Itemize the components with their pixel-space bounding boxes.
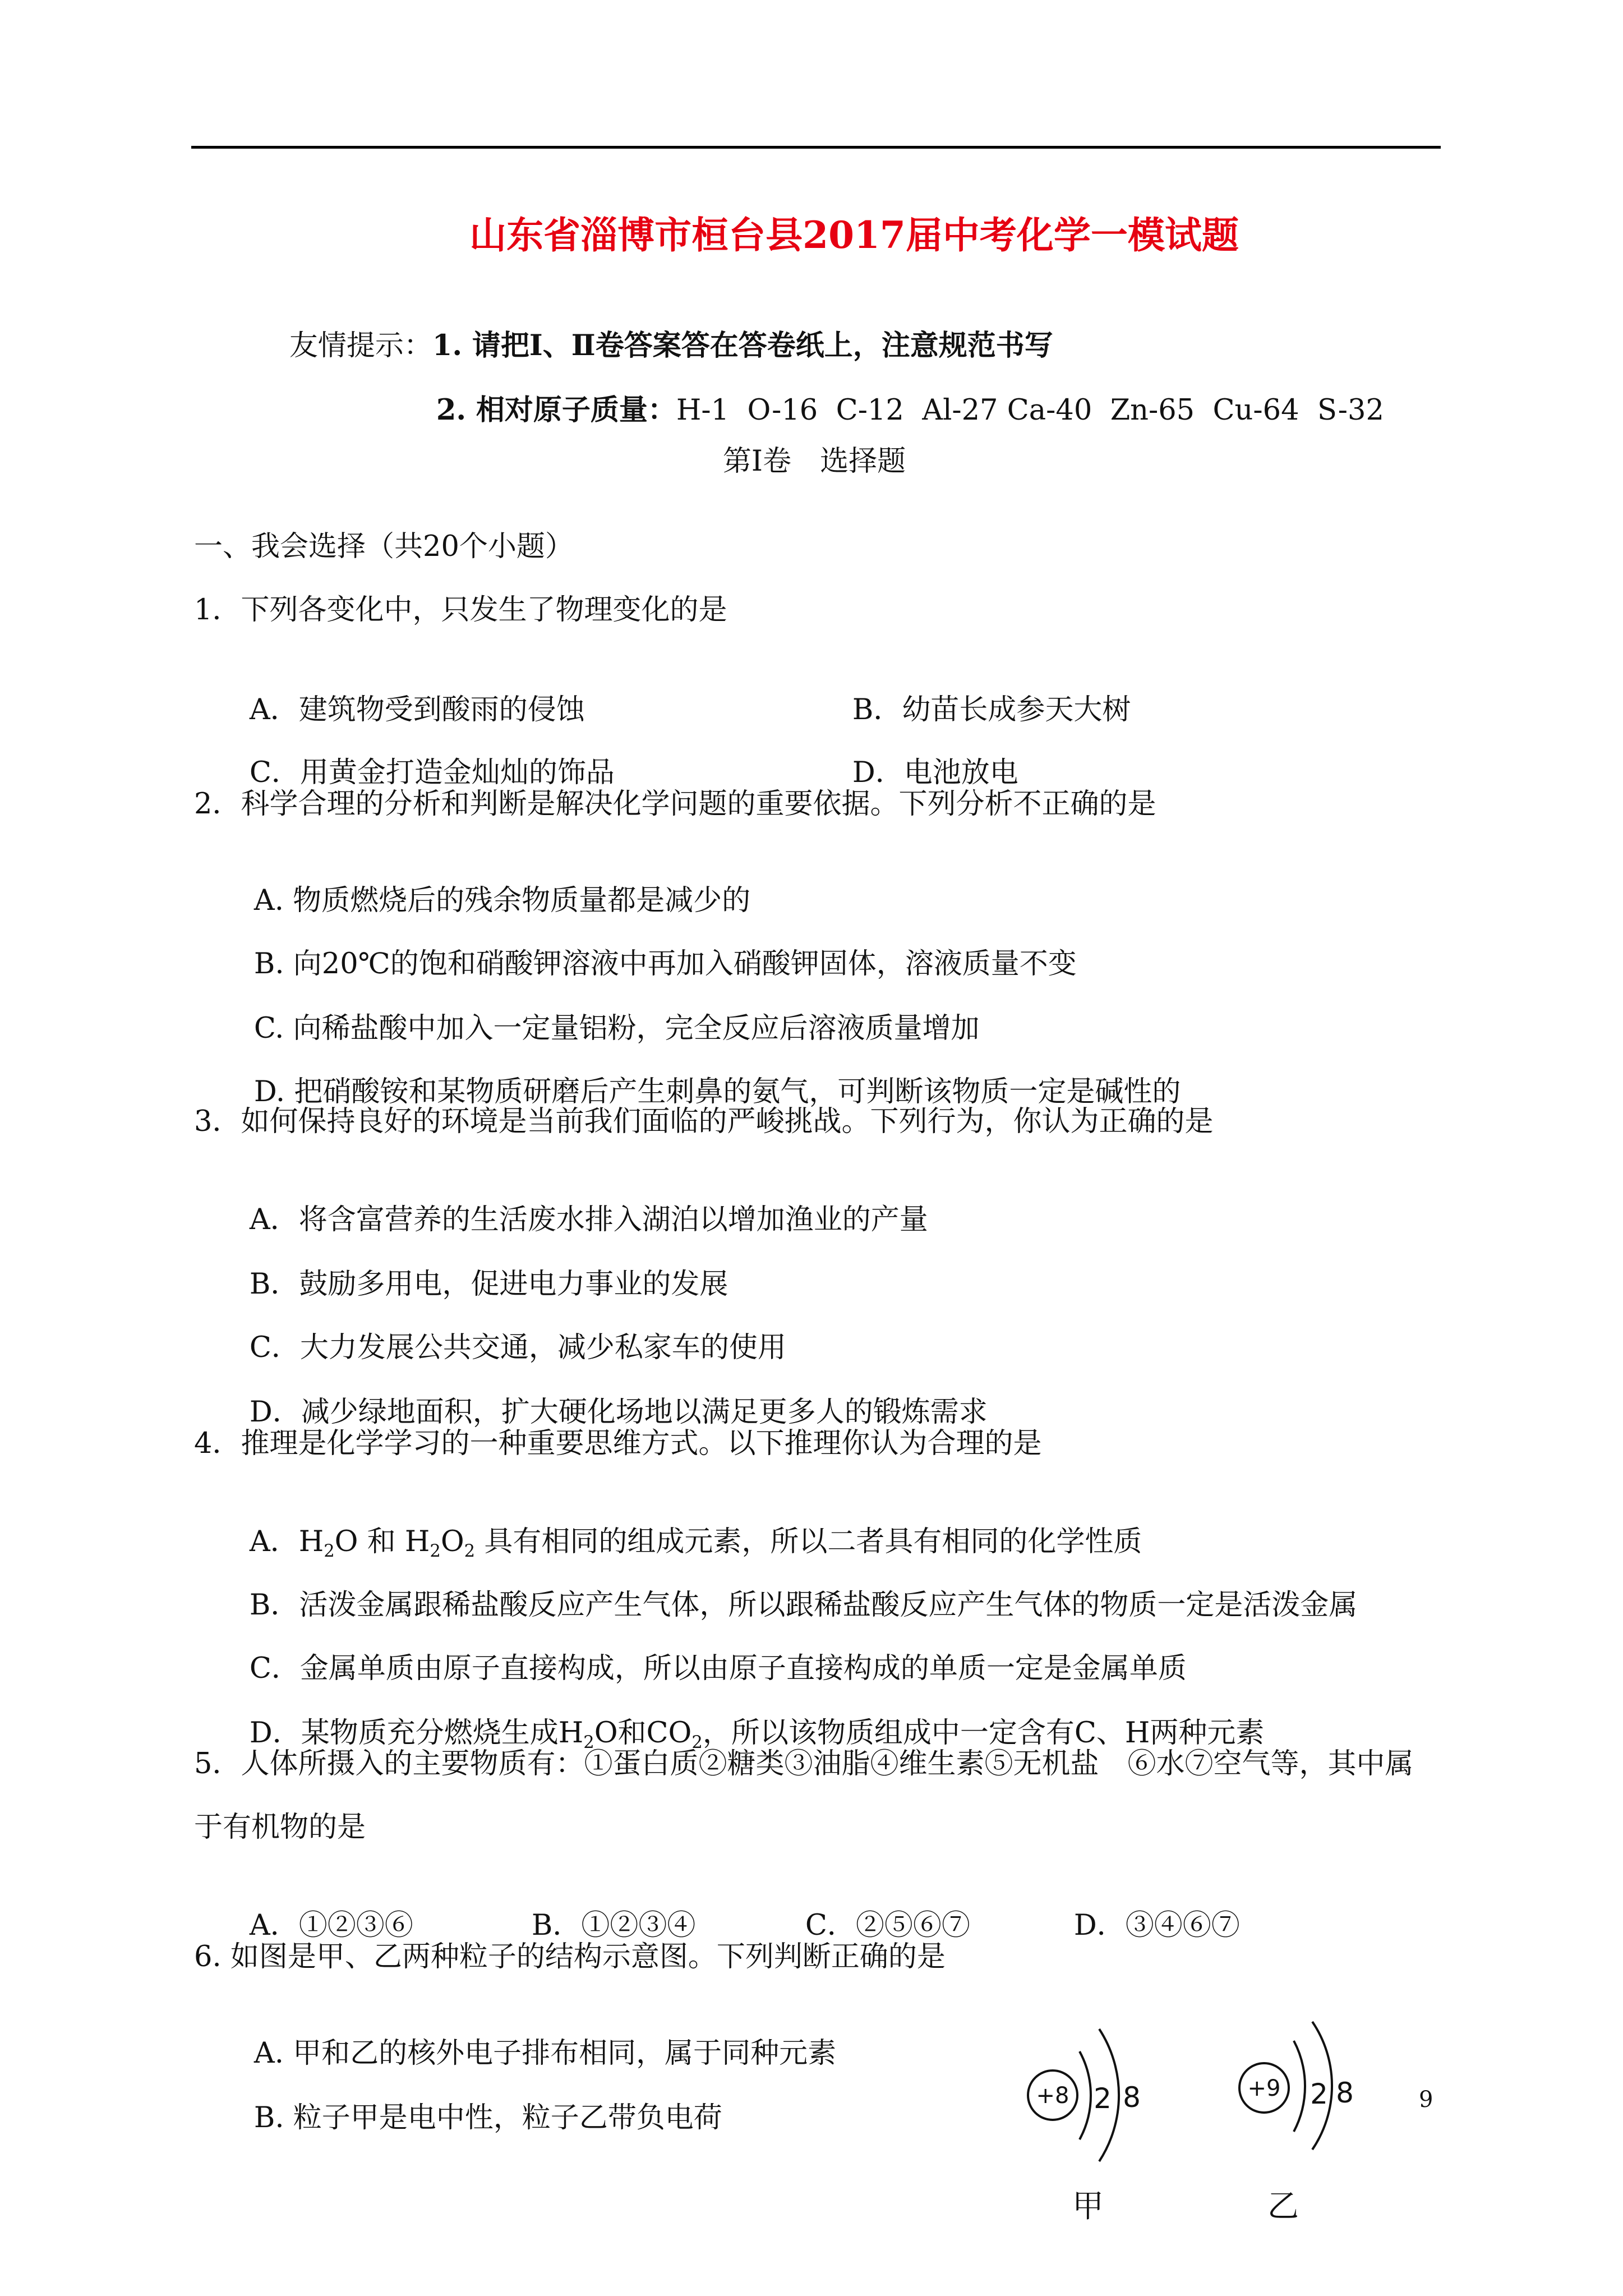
question-3-stem: 3．如何保持良好的环境是当前我们面临的严峻挑战。下列行为，你认为正确的是 bbox=[194, 1105, 1214, 1138]
option-label: A． bbox=[249, 693, 299, 726]
option-text: 某物质充分燃烧生成H bbox=[301, 1717, 584, 1750]
option-text: ③④⑥⑦ bbox=[1125, 1909, 1240, 1942]
question-5-option-b bbox=[495, 1875, 696, 1942]
shell-electron-count: 2 bbox=[1094, 2082, 1112, 2115]
question-3-option-b bbox=[213, 1234, 728, 1301]
question-1-option-c bbox=[213, 723, 615, 789]
option-label: B. bbox=[253, 947, 293, 981]
question-5-stem-line-2: 于有机物的是 bbox=[194, 1811, 366, 1844]
option-label: C． bbox=[249, 1652, 300, 1685]
particle-yi-diagram bbox=[1239, 2022, 1354, 2225]
question-4-option-c bbox=[213, 1618, 1187, 1685]
option-label: A． bbox=[249, 1525, 299, 1558]
question-3-option-a bbox=[213, 1170, 928, 1236]
question-6-stem: 6. 如图是甲、乙两种粒子的结构示意图。下列判断正确的是 bbox=[194, 1940, 946, 1973]
notice-prefix: 友情提示： bbox=[289, 329, 432, 362]
part-heading: 一、我会选择（共20个小题） bbox=[194, 530, 574, 563]
subscript: 2 bbox=[583, 1732, 594, 1752]
notice-item-2-label: 2. 相对原子质量： bbox=[436, 393, 676, 427]
subscript: 2 bbox=[464, 1541, 476, 1561]
option-text: 大力发展公共交通，减少私家车的使用 bbox=[299, 1331, 786, 1364]
option-label: D． bbox=[1073, 1909, 1126, 1942]
option-label: B． bbox=[852, 693, 902, 726]
option-text: ①②③⑥ bbox=[298, 1909, 413, 1942]
question-4-stem: 4．推理是化学学习的一种重要思维方式。以下推理你认为合理的是 bbox=[194, 1427, 1042, 1460]
option-text: ②⑤⑥⑦ bbox=[855, 1909, 970, 1942]
option-text: 幼苗长成参天大树 bbox=[902, 693, 1131, 726]
option-text: 向稀盐酸中加入一定量铝粉，完全反应后溶液质量增加 bbox=[293, 1012, 980, 1045]
notice-item-1: 1. 请把Ⅰ、Ⅱ卷答案答在答卷纸上，注意规范书写 bbox=[432, 329, 1053, 362]
electron-shell-arc bbox=[1294, 2041, 1305, 2132]
question-1-option-d bbox=[816, 723, 1018, 789]
option-text: 鼓励多用电，促进电力事业的发展 bbox=[299, 1268, 728, 1301]
question-4-option-d bbox=[213, 1683, 1265, 1752]
question-1-option-b bbox=[816, 660, 1131, 726]
question-4-option-a bbox=[213, 1492, 1142, 1561]
option-text: ①②③④ bbox=[581, 1909, 696, 1942]
notice-line-2 bbox=[400, 360, 1384, 427]
question-2-option-c bbox=[218, 978, 980, 1045]
question-1-stem: 1．下列各变化中，只发生了物理变化的是 bbox=[194, 593, 727, 627]
question-1-option-a bbox=[213, 660, 585, 726]
question-3-option-c bbox=[213, 1297, 786, 1364]
option-label: A. bbox=[253, 884, 293, 917]
question-2-stem: 2．科学合理的分析和判断是解决化学问题的重要依据。下列分析不正确的是 bbox=[194, 788, 1156, 821]
question-5-option-a bbox=[213, 1875, 413, 1942]
particle-label: 乙 bbox=[1267, 2188, 1299, 2225]
option-text: 把硝酸铵和某物质研磨后产生刺鼻的氨气，可判断该物质一定是碱性的 bbox=[294, 1075, 1181, 1108]
particle-jia-diagram bbox=[1028, 2029, 1141, 2225]
question-5-option-d bbox=[1038, 1875, 1240, 1942]
option-text: ，所以该物质组成中一定含有C、H两种元素 bbox=[702, 1717, 1265, 1750]
option-label: C. bbox=[253, 1012, 293, 1045]
option-text: 具有相同的组成元素，所以二者具有相同的化学性质 bbox=[475, 1525, 1142, 1558]
page-number: 9 bbox=[1419, 2087, 1433, 2113]
option-label: D． bbox=[249, 1717, 301, 1750]
shell-electron-count: 8 bbox=[1336, 2077, 1354, 2109]
electron-shell-arc bbox=[1080, 2051, 1091, 2139]
option-label: A． bbox=[249, 1909, 299, 1942]
question-5-stem-line-1: 5．人体所摄入的主要物质有：①蛋白质②糖类③油脂④维生素⑤无机盐 ⑥水⑦空气等，其中属 bbox=[194, 1747, 1414, 1780]
option-label: B． bbox=[531, 1909, 582, 1942]
option-label: D. bbox=[253, 1075, 294, 1108]
option-text: 粒子甲是电中性，粒子乙带负电荷 bbox=[293, 2101, 722, 2134]
option-label: D． bbox=[249, 1396, 301, 1429]
option-label: A． bbox=[249, 1203, 299, 1236]
formula-text: O和CO bbox=[594, 1717, 692, 1750]
option-label: A. bbox=[253, 2037, 293, 2070]
exam-title: 山东省淄博市桓台县2017届中考化学一模试题 bbox=[469, 213, 1239, 257]
question-2-option-d bbox=[218, 1042, 1181, 1108]
nucleus-charge: +9 bbox=[1247, 2076, 1281, 2101]
formula-text: O 和 H bbox=[334, 1525, 430, 1558]
option-label: C． bbox=[249, 1331, 300, 1364]
option-label: D． bbox=[852, 756, 904, 789]
question-2-option-b bbox=[218, 914, 1077, 981]
question-4-option-b bbox=[213, 1555, 1358, 1622]
particle-label: 甲 bbox=[1072, 2188, 1104, 2225]
formula-text: H bbox=[298, 1525, 324, 1558]
option-text: 电池放电 bbox=[903, 756, 1018, 789]
subscript: 2 bbox=[691, 1732, 703, 1752]
option-text: 减少绿地面积，扩大硬化场地以满足更多人的锻炼需求 bbox=[301, 1396, 988, 1429]
notice-line-1 bbox=[253, 295, 1053, 362]
option-label: C． bbox=[805, 1909, 856, 1942]
question-6-option-b bbox=[218, 2068, 722, 2134]
question-5-option-c bbox=[769, 1875, 970, 1942]
option-text: 用黄金打造金灿灿的饰品 bbox=[299, 756, 615, 789]
header-rule bbox=[191, 146, 1441, 149]
atom-structure-figure bbox=[998, 2008, 1391, 2244]
question-2-option-a bbox=[218, 850, 751, 917]
option-text: 甲和乙的核外电子排布相同，属于同种元素 bbox=[293, 2037, 837, 2070]
subscript: 2 bbox=[430, 1541, 441, 1561]
option-text: 向20℃的饱和硝酸钾溶液中再加入硝酸钾固体，溶液质量不变 bbox=[293, 947, 1077, 981]
option-text: 活泼金属跟稀盐酸反应产生气体，所以跟稀盐酸反应产生气体的物质一定是活泼金属 bbox=[299, 1589, 1358, 1622]
option-text: 金属单质由原子直接构成，所以由原子直接构成的单质一定是金属单质 bbox=[299, 1652, 1187, 1685]
option-text: 建筑物受到酸雨的侵蚀 bbox=[298, 693, 585, 726]
shell-electron-count: 8 bbox=[1123, 2081, 1141, 2114]
section-title: 第Ⅰ卷 选择题 bbox=[722, 445, 906, 478]
atomic-masses: H-1 O-16 C-12 Al-27 Ca-40 Zn-65 Cu-64 S-32 bbox=[676, 394, 1384, 427]
question-6-option-a bbox=[218, 2003, 837, 2070]
option-label: C． bbox=[249, 756, 300, 789]
option-text: 物质燃烧后的残余物质量都是减少的 bbox=[293, 884, 751, 917]
subscript: 2 bbox=[324, 1541, 335, 1561]
option-label: B． bbox=[249, 1268, 299, 1301]
option-text: 将含富营养的生活废水排入湖泊以增加渔业的产量 bbox=[298, 1203, 928, 1236]
option-label: B. bbox=[253, 2101, 293, 2134]
shell-electron-count: 2 bbox=[1310, 2078, 1328, 2110]
question-3-option-d bbox=[213, 1362, 988, 1429]
option-label: B． bbox=[249, 1589, 299, 1622]
formula-text: O bbox=[440, 1525, 464, 1558]
nucleus-charge: +8 bbox=[1036, 2083, 1069, 2109]
